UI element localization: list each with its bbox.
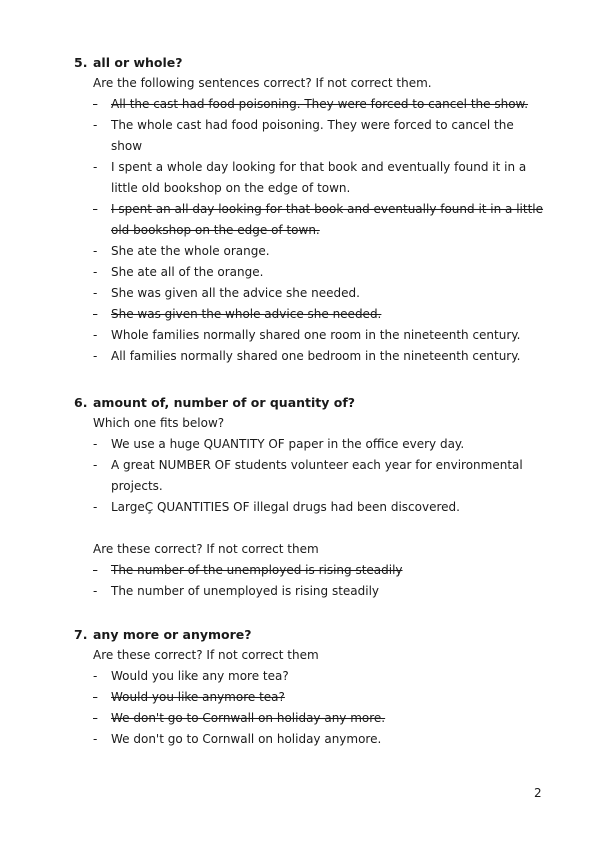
bullet-dash: -	[93, 584, 98, 598]
sentence-text: Whole families normally shared one room in the nineteenth century.	[111, 328, 521, 342]
sentence	[93, 325, 544, 346]
sentence-text: A great NUMBER OF students volunteer each year for environmental projects.	[111, 458, 523, 493]
sentence	[93, 346, 544, 367]
section-number: 5.	[74, 55, 88, 70]
sentence-text: The number of unemployed is rising steadily	[111, 584, 380, 598]
bullet-dash: -	[93, 286, 98, 300]
section-heading	[74, 392, 544, 413]
sentence-text: We use a huge QUANTITY OF paper in the office every day.	[111, 437, 465, 451]
sentence-text: Would you like any more tea?	[111, 669, 289, 683]
sentence	[93, 157, 544, 199]
sentence-text: LargeÇ QUANTITIES OF illegal drugs had been discovered.	[111, 500, 460, 514]
sentence-text: She ate all of the orange.	[111, 265, 264, 279]
sentence-text: The number of the unemployed is rising steadily	[111, 563, 403, 577]
sentence-text: I spent an all day looking for that book and eventually found it in a little old bookshop on the edge of town.	[111, 202, 544, 237]
section-body	[74, 645, 544, 750]
sentence-text: I spent a whole day looking for that book and eventually found it in a little old bookshop on the edge of town.	[111, 160, 527, 195]
bullet-dash: -	[93, 690, 98, 704]
sentence-text: Would you like anymore tea?	[111, 690, 285, 704]
sentence-list-secondary	[93, 560, 544, 602]
bullet-dash: -	[93, 118, 98, 132]
section-instructions: Are these correct? If not correct them	[93, 648, 319, 662]
sentence-text: She was given the whole advice she needed.	[111, 307, 382, 321]
sentence	[93, 497, 544, 518]
sentence-text: She was given all the advice she needed.	[111, 286, 360, 300]
bullet-dash: -	[93, 711, 98, 725]
bullet-dash: -	[93, 669, 98, 683]
sentence	[93, 455, 544, 497]
sentence	[93, 434, 544, 455]
sentence-text: We don't go to Cornwall on holiday anymore.	[111, 732, 382, 746]
bullet-dash: -	[93, 458, 98, 472]
sentence-text: We don't go to Cornwall on holiday any more.	[111, 711, 386, 725]
bullet-dash: -	[93, 328, 98, 342]
section-body	[74, 73, 544, 367]
sentence	[93, 283, 544, 304]
sentence-text: All the cast had food poisoning. They were forced to cancel the show.	[111, 97, 529, 111]
sentence-list	[93, 434, 544, 518]
spacer	[93, 518, 544, 539]
section-instructions: Which one fits below?	[93, 416, 225, 430]
bullet-dash: -	[93, 349, 98, 363]
section-all-or-whole	[74, 52, 544, 367]
section-any-more-or-anymore	[74, 624, 544, 750]
sentence	[93, 729, 544, 750]
bullet-dash: -	[93, 97, 98, 111]
sentence	[93, 241, 544, 262]
section-amount-number-quantity	[74, 392, 544, 602]
bullet-dash: -	[93, 244, 98, 258]
crossed-out-sentence	[93, 199, 544, 241]
crossed-out-sentence	[93, 687, 544, 708]
sentence-text: The whole cast had food poisoning. They were forced to cancel the show	[111, 118, 514, 153]
sentence-list	[93, 666, 544, 750]
sentence	[93, 581, 544, 602]
page-number: 2	[534, 786, 542, 800]
section-instructions: Are the following sentences correct? If not correct them.	[93, 76, 432, 90]
sentence	[93, 115, 544, 157]
bullet-dash: -	[93, 563, 98, 577]
bullet-dash: -	[93, 202, 98, 216]
bullet-dash: -	[93, 307, 98, 321]
sentence-list	[93, 94, 544, 367]
section-heading	[74, 624, 544, 645]
bullet-dash: -	[93, 437, 98, 451]
sentence-text: All families normally shared one bedroom in the nineteenth century.	[111, 349, 521, 363]
crossed-out-sentence	[93, 560, 544, 581]
crossed-out-sentence	[93, 708, 544, 729]
bullet-dash: -	[93, 732, 98, 746]
bullet-dash: -	[93, 500, 98, 514]
section-number: 7.	[74, 627, 88, 642]
section-title: all or whole?	[93, 55, 183, 70]
crossed-out-sentence	[93, 304, 544, 325]
section-title: amount of, number of or quantity of?	[93, 395, 356, 410]
sentence	[93, 262, 544, 283]
section-number: 6.	[74, 395, 88, 410]
crossed-out-sentence	[93, 94, 544, 115]
section-instructions-secondary: Are these correct? If not correct them	[93, 542, 319, 556]
section-heading	[74, 52, 544, 73]
bullet-dash: -	[93, 160, 98, 174]
sentence	[93, 666, 544, 687]
section-title: any more or anymore?	[93, 627, 252, 642]
bullet-dash: -	[93, 265, 98, 279]
section-body	[74, 413, 544, 602]
sentence-text: She ate the whole orange.	[111, 244, 270, 258]
